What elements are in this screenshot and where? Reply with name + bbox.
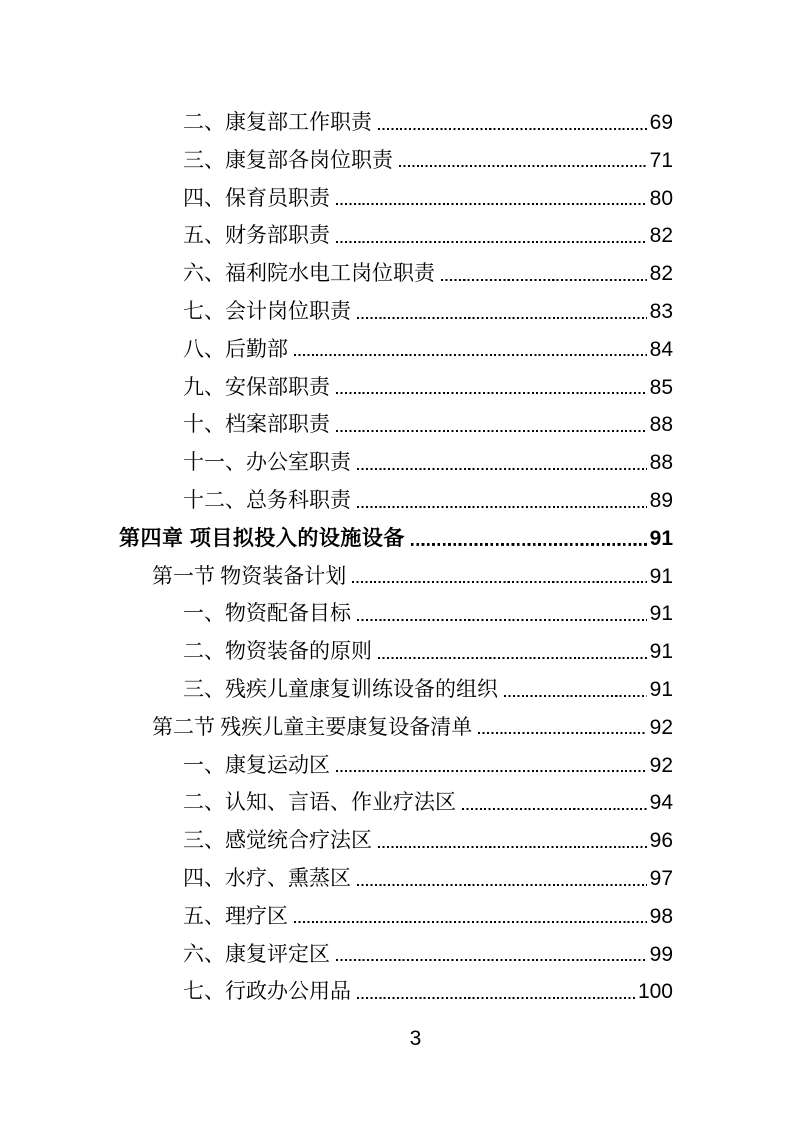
toc-entry[interactable] — [0, 482, 673, 520]
dot-leader — [357, 444, 647, 482]
toc-entry-label: 三、感觉统合疗法区 — [183, 828, 372, 853]
dot-leader — [378, 104, 647, 142]
toc-entry-page: 99 — [649, 942, 673, 966]
toc-entry-label: 七、行政办公用品 — [183, 979, 351, 1004]
toc-entry-label: 一、物资配备目标 — [183, 601, 351, 626]
toc-entry[interactable] — [0, 142, 673, 180]
toc-entry[interactable] — [0, 671, 673, 709]
footer-page-number: 3 — [409, 1027, 422, 1050]
toc-entry[interactable] — [0, 784, 673, 822]
toc-entry-page: 91 — [649, 602, 673, 626]
dot-leader — [399, 142, 647, 180]
toc-entry[interactable] — [0, 217, 673, 255]
toc-entry[interactable] — [0, 104, 673, 142]
dot-leader — [336, 217, 647, 255]
toc-entry[interactable] — [0, 633, 673, 671]
toc-entry-page: 91 — [649, 677, 673, 701]
dot-leader — [378, 633, 647, 671]
toc-entry-label: 六、福利院水电工岗位职责 — [183, 261, 435, 286]
dot-leader — [411, 520, 647, 558]
toc-entry-page: 94 — [649, 791, 673, 815]
dot-leader — [336, 936, 647, 974]
toc-entry-page: 92 — [649, 715, 673, 739]
toc-entry[interactable] — [0, 558, 673, 596]
toc — [0, 104, 673, 1011]
toc-entry[interactable] — [0, 936, 673, 974]
toc-entry-label: 第四章 项目拟投入的设施设备 — [119, 526, 405, 550]
toc-entry-label: 四、水疗、熏蒸区 — [183, 865, 351, 890]
toc-entry-page: 71 — [649, 148, 673, 172]
toc-entry[interactable] — [0, 331, 673, 369]
toc-entry-page: 83 — [649, 299, 673, 323]
dot-leader — [478, 709, 646, 747]
toc-entry[interactable] — [0, 747, 673, 785]
toc-entry-page: 97 — [649, 866, 673, 890]
dot-leader — [336, 747, 647, 785]
toc-entry-page: 80 — [649, 186, 673, 210]
dot-leader — [336, 369, 647, 407]
toc-entry[interactable] — [0, 444, 673, 482]
dot-leader — [294, 898, 647, 936]
toc-entry-page: 91 — [649, 564, 673, 588]
toc-entry[interactable] — [0, 293, 673, 331]
toc-entry-page: 98 — [649, 904, 673, 928]
toc-entry[interactable] — [0, 822, 673, 860]
dot-leader — [357, 595, 647, 633]
toc-entry-page: 96 — [649, 829, 673, 853]
toc-entry-page: 91 — [649, 640, 673, 664]
dot-leader — [357, 973, 635, 1011]
toc-entry-label: 十二、总务科职责 — [183, 487, 351, 512]
toc-entry[interactable] — [0, 406, 673, 444]
toc-entry-label: 三、残疾儿童康复训练设备的组织 — [183, 676, 498, 701]
toc-entry[interactable] — [0, 898, 673, 936]
toc-entry-label: 四、保育员职责 — [183, 185, 330, 210]
dot-leader — [357, 293, 647, 331]
dot-leader — [378, 822, 647, 860]
toc-entry-label: 第二节 残疾儿童主要康复设备清单 — [152, 714, 473, 739]
dot-leader — [357, 860, 647, 898]
toc-entry[interactable] — [0, 595, 673, 633]
dot-leader — [336, 180, 647, 218]
toc-entry-label: 二、认知、言语、作业疗法区 — [183, 790, 456, 815]
toc-entry-label: 六、康复评定区 — [183, 941, 330, 966]
toc-entry-label: 五、财务部职责 — [183, 223, 330, 248]
toc-entry-page: 88 — [649, 413, 673, 437]
toc-entry[interactable] — [0, 369, 673, 407]
toc-entry-label: 第一节 物资装备计划 — [152, 563, 347, 588]
toc-entry-page: 69 — [649, 111, 673, 134]
dot-leader — [352, 558, 646, 596]
toc-entry-label: 八、后勤部 — [183, 336, 288, 361]
toc-entry-page: 100 — [637, 980, 673, 1004]
dot-leader — [504, 671, 647, 709]
toc-entry-label: 二、康复部工作职责 — [183, 110, 372, 134]
toc-entry-page: 91 — [649, 526, 673, 550]
dot-leader — [294, 331, 647, 369]
toc-entry[interactable] — [0, 255, 673, 293]
dot-leader — [441, 255, 647, 293]
toc-entry-page: 92 — [649, 753, 673, 777]
toc-entry-label: 一、康复运动区 — [183, 752, 330, 777]
toc-entry[interactable] — [0, 180, 673, 218]
toc-entry-label: 九、安保部职责 — [183, 374, 330, 399]
toc-entry-label: 七、会计岗位职责 — [183, 298, 351, 323]
toc-entry-label: 五、理疗区 — [183, 903, 288, 928]
dot-leader — [357, 482, 647, 520]
toc-entry[interactable] — [0, 860, 673, 898]
toc-entry-label: 二、物资装备的原则 — [183, 639, 372, 664]
toc-entry-label: 三、康复部各岗位职责 — [183, 147, 393, 172]
toc-entry-label: 十、档案部职责 — [183, 412, 330, 437]
toc-entry[interactable] — [0, 973, 673, 1011]
dot-leader — [462, 784, 647, 822]
toc-entry-page: 88 — [649, 451, 673, 475]
toc-entry-page: 82 — [649, 224, 673, 248]
toc-entry-page: 82 — [649, 262, 673, 286]
dot-leader — [336, 406, 647, 444]
toc-entry[interactable] — [0, 709, 673, 747]
toc-entry-page: 84 — [649, 337, 673, 361]
toc-entry-label: 十一、办公室职责 — [183, 450, 351, 475]
toc-entry-page: 85 — [649, 375, 673, 399]
toc-entry-page: 89 — [649, 488, 673, 512]
toc-entry[interactable] — [0, 520, 673, 558]
